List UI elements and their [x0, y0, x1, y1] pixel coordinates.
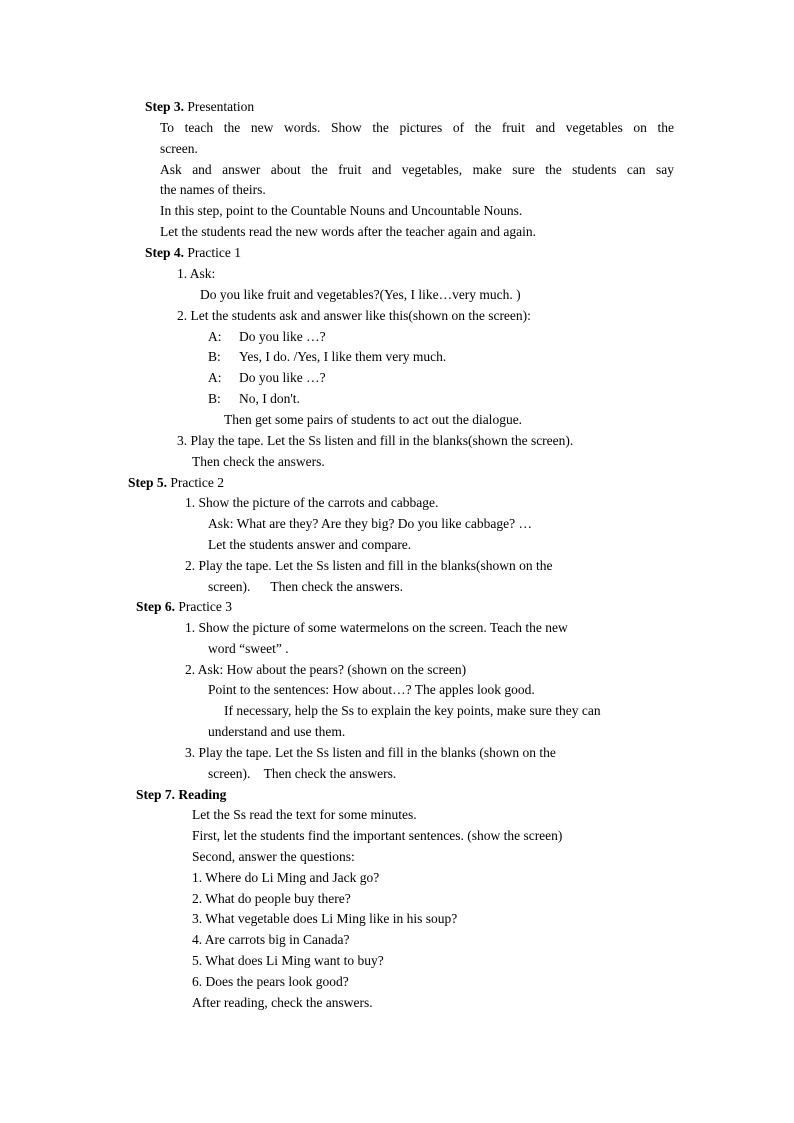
step6-heading: [136, 599, 232, 615]
step4-item-3-followup: Then check the answers.: [192, 454, 325, 469]
step3-line-3: Ask and answer about the fruit and vegetables, make sure the students can say: [160, 162, 674, 177]
dialogue-line: Do you like …?: [239, 370, 326, 385]
step7-title: Reading: [178, 787, 227, 802]
step5-item-1: 1. Show the picture of the carrots and cabbage.: [185, 495, 439, 510]
step3-heading: [145, 99, 254, 115]
step4-title: Practice 1: [187, 245, 241, 260]
dialogue-line: Yes, I do. /Yes, I like them very much.: [239, 349, 447, 364]
step5-item-1-ask: Ask: What are they? Are they big? Do you like cabbage? …: [208, 516, 533, 531]
step5-title: Practice 2: [170, 475, 224, 490]
step5-item-1-compare: Let the students answer and compare.: [208, 537, 412, 552]
step4-item-3: 3. Play the tape. Let the Ss listen and fill in the blanks(shown the screen).: [177, 433, 574, 448]
step4-item-1: 1. Ask:: [177, 266, 216, 281]
step4-item-2-followup: Then get some pairs of students to act out the dialogue.: [224, 412, 523, 427]
step3-line-5: In this step, point to the Countable Nouns and Uncountable Nouns.: [160, 203, 523, 218]
step5-item-2: 2. Play the tape. Let the Ss listen and fill in the blanks(shown on the: [185, 558, 553, 573]
dialogue-speaker: A:: [208, 370, 222, 385]
step7-intro-3: Second, answer the questions:: [192, 849, 355, 864]
step4-label: Step 4.: [145, 245, 185, 260]
reading-question: 3. What vegetable does Li Ming like in his soup?: [192, 911, 458, 926]
step7-label: Step 7.: [136, 787, 176, 802]
step6-item-1: 1. Show the picture of some watermelons on the screen. Teach the new: [185, 620, 568, 635]
reading-question: 1. Where do Li Ming and Jack go?: [192, 870, 380, 885]
step7-intro-2: First, let the students find the important sentences. (show the screen): [192, 828, 563, 843]
dialogue-speaker: B:: [208, 391, 221, 406]
step4-item-2: 2. Let the students ask and answer like this(shown on the screen):: [177, 308, 531, 323]
dialogue-line: No, I don't.: [239, 391, 300, 406]
step6-item-2-understand: understand and use them.: [208, 724, 346, 739]
step3-line-1: To teach the new words. Show the pictures of the fruit and vegetables on the: [160, 120, 674, 135]
step6-item-2: 2. Ask: How about the pears? (shown on the screen): [185, 662, 467, 677]
step7-heading: [136, 787, 226, 803]
reading-question: 6. Does the pears look good?: [192, 974, 349, 989]
step3-line-4: the names of theirs.: [160, 182, 266, 197]
dialogue-speaker: B:: [208, 349, 221, 364]
step6-item-1-cont: word “sweet” .: [208, 641, 289, 656]
step7-intro-1: Let the Ss read the text for some minutes.: [192, 807, 417, 822]
step3-title: Presentation: [187, 99, 255, 114]
step4-item-1-question: Do you like fruit and vegetables?(Yes, I like…very much. ): [200, 287, 521, 302]
step6-item-3-cont: screen). Then check the answers.: [208, 766, 397, 781]
step3-line-2: screen.: [160, 141, 198, 156]
step5-item-2-cont: screen). Then check the answers.: [208, 579, 404, 594]
step6-title: Practice 3: [178, 599, 232, 614]
reading-question: 4. Are carrots big in Canada?: [192, 932, 350, 947]
reading-question: 2. What do people buy there?: [192, 891, 351, 906]
step6-item-2-point: Point to the sentences: How about…? The apples look good.: [208, 682, 535, 697]
step6-item-2-help: If necessary, help the Ss to explain the key points, make sure they can: [224, 703, 601, 718]
step6-item-3: 3. Play the tape. Let the Ss listen and fill in the blanks (shown on the: [185, 745, 556, 760]
reading-question: 5. What does Li Ming want to buy?: [192, 953, 384, 968]
dialogue-line: Do you like …?: [239, 329, 326, 344]
step5-heading: [128, 475, 224, 491]
step7-outro: After reading, check the answers.: [192, 995, 373, 1010]
dialogue-speaker: A:: [208, 329, 222, 344]
step4-heading: [145, 245, 241, 261]
step6-label: Step 6.: [136, 599, 176, 614]
step3-label: Step 3.: [145, 99, 185, 114]
step3-line-6: Let the students read the new words after the teacher again and again.: [160, 224, 536, 239]
step5-label: Step 5.: [128, 475, 168, 490]
